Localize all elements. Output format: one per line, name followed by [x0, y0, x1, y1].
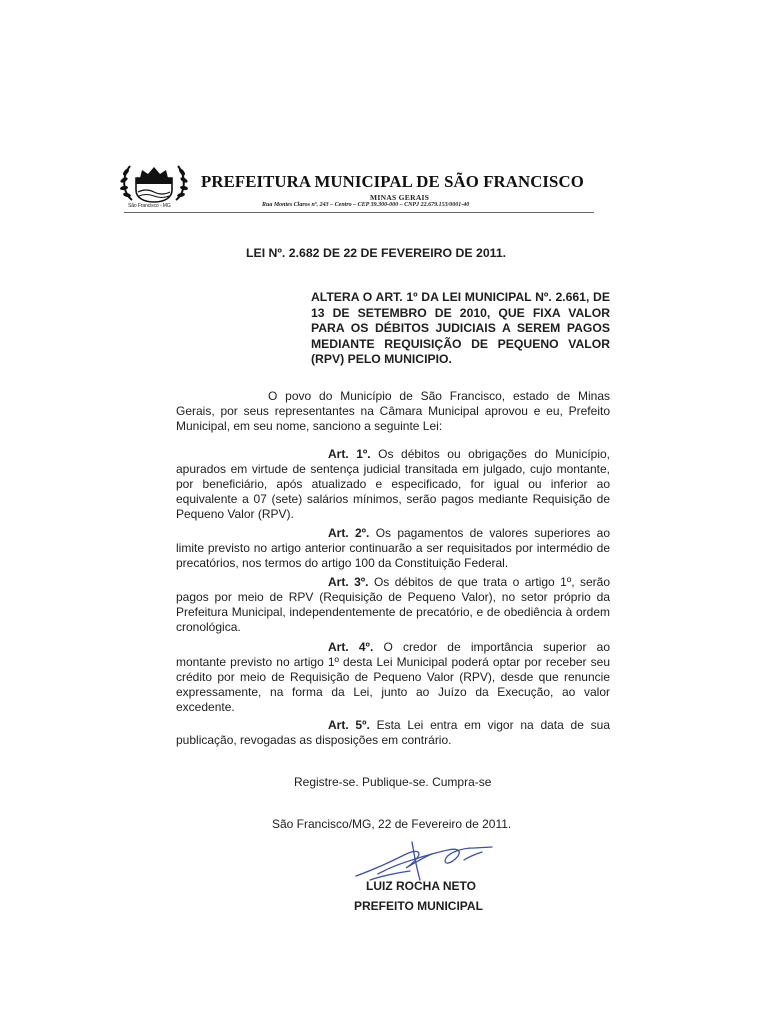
article-label: Art. 3º. [328, 575, 369, 589]
article-label: Art. 5º. [328, 718, 370, 732]
article-label: Art. 2º. [328, 526, 370, 540]
article-text: Os débitos de que trata o artigo 1º, serão pagos por meio de RPV (Requisição de Pequeno Valor), no setor próprio da Prefeitura Municipal, independentemente de precatório, e de obediência à ordem cronológica. [176, 575, 610, 634]
article-label: Art. 4º. [328, 640, 374, 654]
article-text: Os pagamentos de valores superiores ao limite previsto no artigo anterior continuarão a ser requisitados por intermédio de precatórios, nos termos do artigo 100 da Constituição Federal. [176, 526, 610, 570]
letterhead-divider [124, 212, 594, 213]
article-1 [176, 447, 610, 522]
letterhead-title: PREFEITURA MUNICIPAL DE SÃO FRANCISCO [201, 172, 584, 191]
article-text: O credor de importância superior ao montante previsto no artigo 1º desta Lei Municipal poderá optar por receber seu crédito por meio de Requisição de Pequeno Valor (RPV), desde que renuncie expressamente, na forma da Lei, junto ao Juízo da Execução, ao valor excedente. [176, 640, 611, 714]
article-2 [176, 526, 610, 571]
signer-name: LUIZ ROCHA NETO [366, 879, 476, 893]
article-text: Esta Lei entra em vigor na data de sua publicação, revogadas as disposições em contrário. [176, 718, 610, 747]
crest-caption: São Francisco - MG [128, 203, 171, 209]
article-5 [176, 718, 610, 748]
law-summary: ALTERA O ART. 1º DA LEI MUNICIPAL Nº. 2.661, DE 13 DE SETEMBRO DE 2010, QUE FIXA VALOR PARA OS DÉBITOS JUDICIAIS A SEREM PAGOS MEDIANTE REQUISIÇÃO DE PEQUENO VALOR (RPV) PELO MUNICIPIO. [311, 290, 610, 366]
article-label: Art. 1º. [328, 447, 371, 461]
article-4 [176, 640, 610, 715]
closing-formula: Registre-se. Publique-se. Cumpra-se [294, 775, 492, 789]
letterhead-address: Rua Montes Claros nº. 243 – Centro – CEP 39.300-000 – CNPJ 22.679.153/0001-40 [262, 202, 470, 208]
enactment-paragraph: O povo do Município de São Francisco, estado de Minas Gerais, por seus representantes na Câmara Municipal aprovou e eu, Prefeito Municipal, em seu nome, sanciono a seguinte Lei: [176, 389, 610, 433]
signer-role: PREFEITO MUNICIPAL [354, 899, 483, 913]
article-text: Os débitos ou obrigações do Município, apurados em virtude de sentença judicial transitada em julgado, cujo montante, por beneficiário, após atualizado e especificado, for igual ou inferior ao equivalente a 07 (sete) salários mínimos, serão pagos mediante Requisição de Pequeno Valor (RPV). [176, 447, 610, 521]
place-and-date: São Francisco/MG, 22 de Fevereiro de 2011. [272, 817, 512, 831]
coat-of-arms-icon [118, 158, 190, 220]
letterhead-state: MINAS GERAIS [370, 193, 430, 202]
law-title: LEI Nº. 2.682 DE 22 DE FEVEREIRO DE 2011. [246, 246, 507, 260]
article-3 [176, 575, 610, 635]
